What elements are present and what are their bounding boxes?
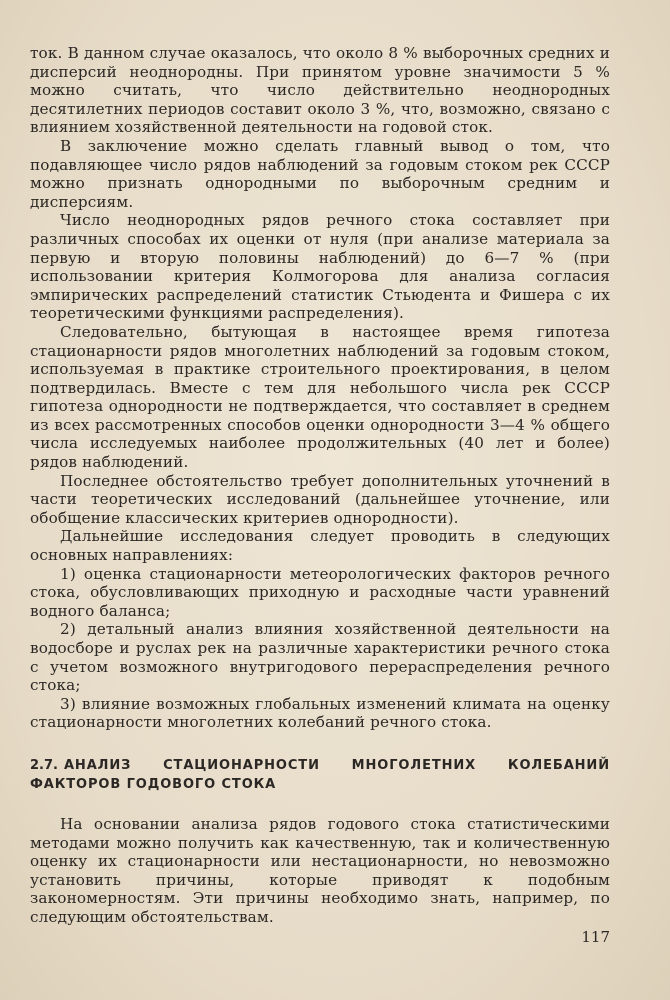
- page-body: [30, 44, 610, 927]
- list-item-2: 2) детальный анализ влияния хозяйственной деятельности на водосборе и руслах рек на различные характеристики речного стока с учетом возможного внутригодового перераспределения речного стока;: [30, 620, 610, 695]
- list-item-3: 3) влияние возможных глобальных изменений климата на оценку стационарности многолетних колебаний речного стока.: [30, 694, 610, 732]
- paragraph-2: В заключение можно сделать главный вывод о том, что подавляющее число рядов наблюдений за годовым стоком рек СССР можно признать однородными по выборочным средним и дисперсиям.: [30, 136, 610, 211]
- paragraph-4: Следовательно, бытующая в настоящее время гипотеза стационарности рядов многолетних наблюдений за годовым стоком, используемая в практике строительного проектирования, в целом подтвердилась. Вместе с тем для небольшого числа рек СССР гипотеза однородности не подтверждается, что составляет в среднем из всех рассмотренных способов оценки однородности 3—4 % общего числа исследуемых наиболее продолжительных (40 лет и более) рядов наблюдений.: [30, 322, 610, 472]
- section-title: АНАЛИЗ СТАЦИОНАРНОСТИ МНОГОЛЕТНИХ КОЛЕБАНИЙ ФАКТОРОВ ГОДОВОГО СТОКА: [30, 757, 610, 792]
- section-heading: [30, 756, 610, 794]
- list-item-1: 1) оценка стационарности метеорологических факторов речного стока, обусловливающих приходную и расходные части уравнений водного баланса;: [30, 564, 610, 620]
- page-number: 117: [581, 928, 610, 946]
- paragraph-5: Последнее обстоятельство требует дополнительных уточнений в части теоретических исследований (дальнейшее уточнение, или обобщение классических критериев однородности).: [30, 471, 610, 527]
- paragraph-1: ток. В данном случае оказалось, что около 8 % выборочных средних и дисперсий неоднородны. При принятом уровне значимости 5 % можно считать, что число действительно неоднородных десятилетних периодов составит около 3 %, что, возможно, связано с влиянием хозяйственной деятельности на годовой сток.: [30, 44, 610, 137]
- section-number: 2.7.: [30, 757, 58, 773]
- paragraph-6: Дальнейшие исследования следует проводить в следующих основных направлениях:: [30, 527, 610, 565]
- section-paragraph-1: На основании анализа рядов годового стока статистическими методами можно получить как качественную, так и количественную оценку их стационарности или нестационарности, но невозможно установить причины, которые приводят к подобным закономерностям. Эти причины необходимо знать, например, по следующим обстоятельствам.: [30, 814, 610, 926]
- paragraph-3: Число неоднородных рядов речного стока составляет при различных способах их оценки от нуля (при анализе материала за первую и вторую половины наблюдений) до 6—7 % (при использовании критерия Колмогорова для анализа согласия эмпирических распределений статистик Стьюдента и Фишера с их теоретическими функциями распределения).: [30, 211, 610, 323]
